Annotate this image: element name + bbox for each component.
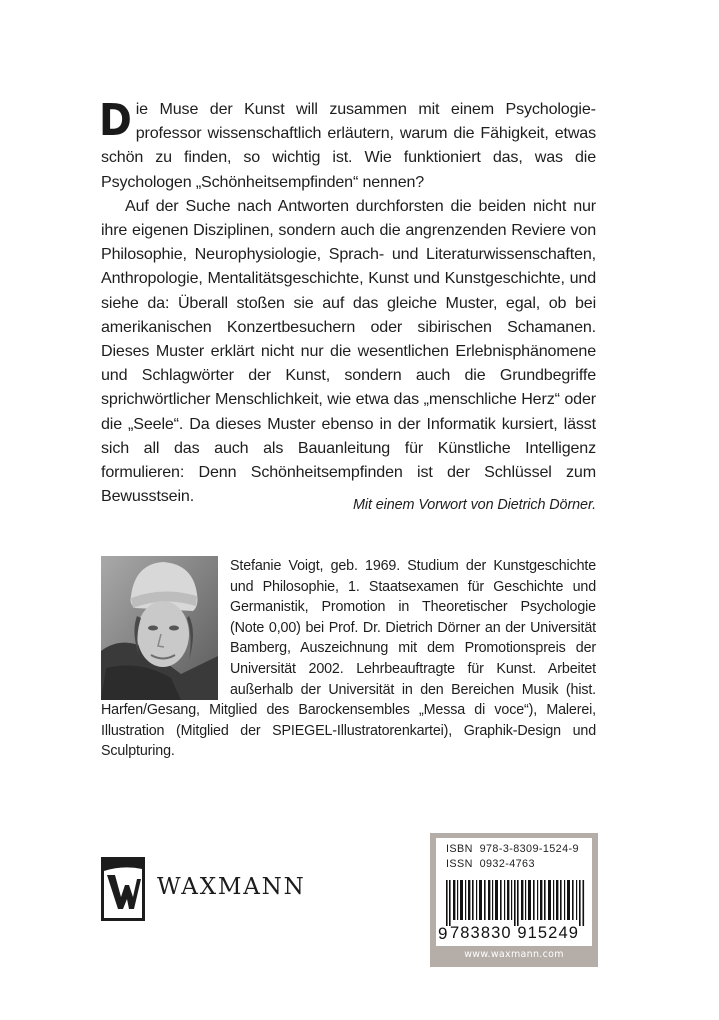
issn-value: 0932-4763 xyxy=(479,858,535,870)
isbn-line xyxy=(446,843,579,855)
barcode-panel xyxy=(430,833,598,967)
publisher-url: www.waxmann.com xyxy=(464,949,564,960)
foreword-credit: Mit einem Vorwort von Dietrich Dörner. xyxy=(352,497,596,513)
isbn-value: 978-3-8309-1524-9 xyxy=(479,843,579,855)
isbn-label: ISBN xyxy=(446,843,473,855)
author-portrait-image xyxy=(101,556,218,700)
blurb-paragraph-1-text: ie Muse der Kunst will zusammen mit einem Psychologieprofessor wissenschaftlich erläutern, warum die Fähigkeit, etwas schön zu finden, so wichtig ist. Wie funktioniert das, was die Psychologen „Schönheitsempfinden“ nennen? xyxy=(101,100,596,191)
barcode-label xyxy=(436,838,592,946)
blurb-paragraph-1 xyxy=(101,97,596,194)
author-photo xyxy=(101,556,218,700)
publisher-logo xyxy=(101,857,341,921)
publisher-name: WAXMANN xyxy=(157,874,306,900)
waxmann-logo-icon xyxy=(101,857,145,921)
author-bio-text: Stefanie Voigt, geb. 1969. Studium der Kunstgeschichte und Philosophie, 1. Staatsexamen für Geschichte und Germanistik, Promotion in Theoretischer Psychologie (Note 0,00) bei Prof. Dr. Dietrich Dörner an der Universität Bamberg, Auszeichnung mit dem Promotionspreis der Universität 2002. Lehrbeauftragte für Kunst. Arbeitet außerhalb der Universität in den Bereichen Musik (hist. Harfen/Gesang, Mitglied des Barockensembles „Messa di voce“), Malerei, Illustration (Mitglied der SPIEGEL-Illustratorenkartei), Graphik-Design und Sculpturing. xyxy=(101,558,596,760)
drop-cap: D xyxy=(99,95,132,146)
blurb-text xyxy=(101,97,596,508)
ean-digits: 783830 915249 xyxy=(450,924,580,942)
barcode-bars xyxy=(446,880,586,926)
ean-first-digit: 9 xyxy=(438,924,448,943)
blurb-paragraph-2: Auf der Suche nach Antworten durchforsten die beiden nicht nur ihre eigenen Disziplinen, sondern auch die angrenzenden Reviere von Philosophie, Neurophysiologie, Sprach- und Literaturwissenschaften, Anthropologie, Mentalitätsgeschichte, Kunst und Kunstgeschichte, und siehe da: Überall stoßen sie auf das gleiche Muster, egal, ob bei amerikanischen Konzertbesuchern oder sibirischen Schamanen. Dieses Muster erklärt nicht nur die wesentlichen Erlebnisphänomene und Schlagwörter der Kunst, sondern auch die Grundbegriffe sprichwörtlicher Menschlichkeit, wie etwa das „menschliche Herz“ oder die „Seele“. Da dieses Muster ebenso in der Informatik kursiert, lässt sich all das auch als Bauanleitung für Künstliche Intelligenz formulieren: Denn Schönheitsempfinden ist der Schlüssel zum Bewusstsein. xyxy=(101,196,596,506)
issn-label: ISSN xyxy=(446,858,473,870)
issn-line xyxy=(446,858,535,870)
